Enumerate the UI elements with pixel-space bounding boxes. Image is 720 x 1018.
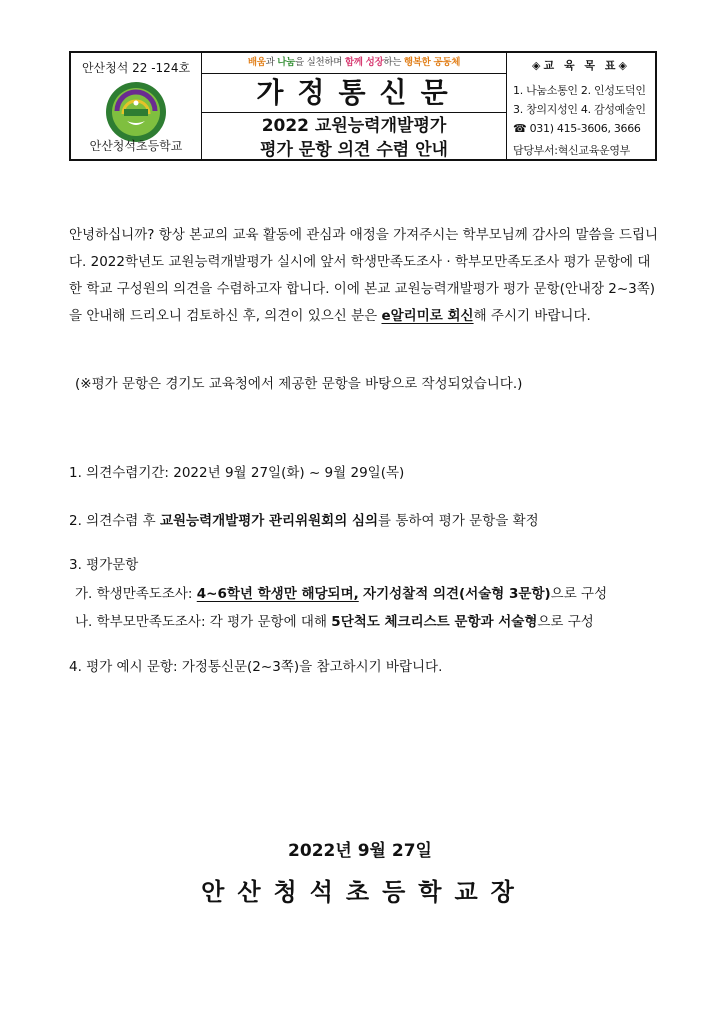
item-emphasis: 자기성찰적 의견(서술형 3문항) <box>363 586 551 602</box>
school-slogan <box>202 53 506 74</box>
item-text: 나. 학부모만족도조사: 각 평가 문항에 대해 <box>75 614 332 630</box>
item-emphasis: 5단척도 체크리스트 문항과 서술형 <box>331 614 538 630</box>
intro-paragraph <box>69 222 661 330</box>
newsletter-header <box>69 51 657 161</box>
item-3-questions: 3. 평가문항 <box>69 557 139 573</box>
education-goals-header: ◈교 육 목 표◈ <box>532 59 630 72</box>
education-goal-line-1: 1. 나눔소통인 2. 인성도덕인 <box>513 84 646 97</box>
item-text: 2. 의견수렴 후 <box>69 513 160 529</box>
phone-number: ☎ 031) 415-3606, 3666 <box>513 122 641 135</box>
header-right-cell <box>507 53 655 159</box>
subtitle-line-2: 평가 문항 의견 수렴 안내 <box>260 140 448 160</box>
item-1-period: 1. 의견수렴기간: 2022년 9월 27일(화) ~ 9월 29일(목) <box>69 465 405 481</box>
item-text: 가. 학생만족도조사: <box>75 586 197 602</box>
item-emphasis: 교원능력개발평가 관리위원회의 심의 <box>159 513 379 529</box>
item-text: 으로 구성 <box>537 614 594 630</box>
intro-text: 안녕하십니까? 항상 본교의 교육 활동에 관심과 애정을 가져주시는 학부모님께 감사의 말씀을 드립니다. 2022학년도 교원능력개발평가 실시에 앞서 학생만족도조사 · 학부모만족도조사 평가 문항에 대한 학교 구성원의 의견을 수렴하고자 합니다. 이에 본교 교원능력개발평가 평가 문항(안내장 2~3쪽)을 안내해 드리오니 검토하신 후, 의견이 있으신 분은 <box>69 227 659 324</box>
slogan-word: 배움 <box>247 57 266 68</box>
principal-signature: 안산청석초등학교장 <box>201 878 527 906</box>
subtitle-line-1: 2022 교원능력개발평가 <box>261 116 447 136</box>
slogan-text: 하는 <box>383 57 404 68</box>
intro-text-end: 해 주시기 바랍니다. <box>473 308 591 324</box>
slogan-word: 함께 성장 <box>344 57 384 68</box>
slogan-text: 과 <box>265 57 278 68</box>
header-left-cell <box>71 53 202 159</box>
reply-method-emphasis: e알리미로 회신 <box>381 308 474 324</box>
document-subtitle <box>202 113 506 162</box>
slogan-word: 나눔 <box>277 57 296 68</box>
source-note: (※평가 문항은 경기도 교육청에서 제공한 문항을 바탕으로 작성되었습니다.) <box>75 376 523 392</box>
item-text: 를 통하여 평가 문항을 확정 <box>378 513 539 529</box>
newsletter-title: 가정통신문 <box>202 74 506 113</box>
issue-date: 2022년 9월 27일 <box>288 841 432 861</box>
item-4-sample-questions: 4. 평가 예시 문항: 가정통신문(2~3쪽)을 참고하시기 바랍니다. <box>69 659 443 675</box>
item-2-review <box>69 509 539 529</box>
item-3a-student-survey <box>75 582 607 602</box>
item-text: 으로 구성 <box>550 586 608 602</box>
header-center-cell <box>202 53 507 159</box>
issue-number: 안산청석 22 -124호 <box>81 61 191 75</box>
school-logo-icon <box>105 81 167 143</box>
school-name: 안산청석초등학교 <box>89 139 183 153</box>
department: 담당부서:혁신교육운영부 <box>513 144 630 157</box>
slogan-word: 행복한 공동체 <box>403 57 461 68</box>
item-emphasis: 4~6학년 학생만 해당되며, <box>196 586 359 602</box>
slogan-text: 을 실천하며 <box>295 57 345 68</box>
item-3b-parent-survey <box>75 610 594 630</box>
education-goal-line-2: 3. 창의지성인 4. 감성예술인 <box>513 103 646 116</box>
